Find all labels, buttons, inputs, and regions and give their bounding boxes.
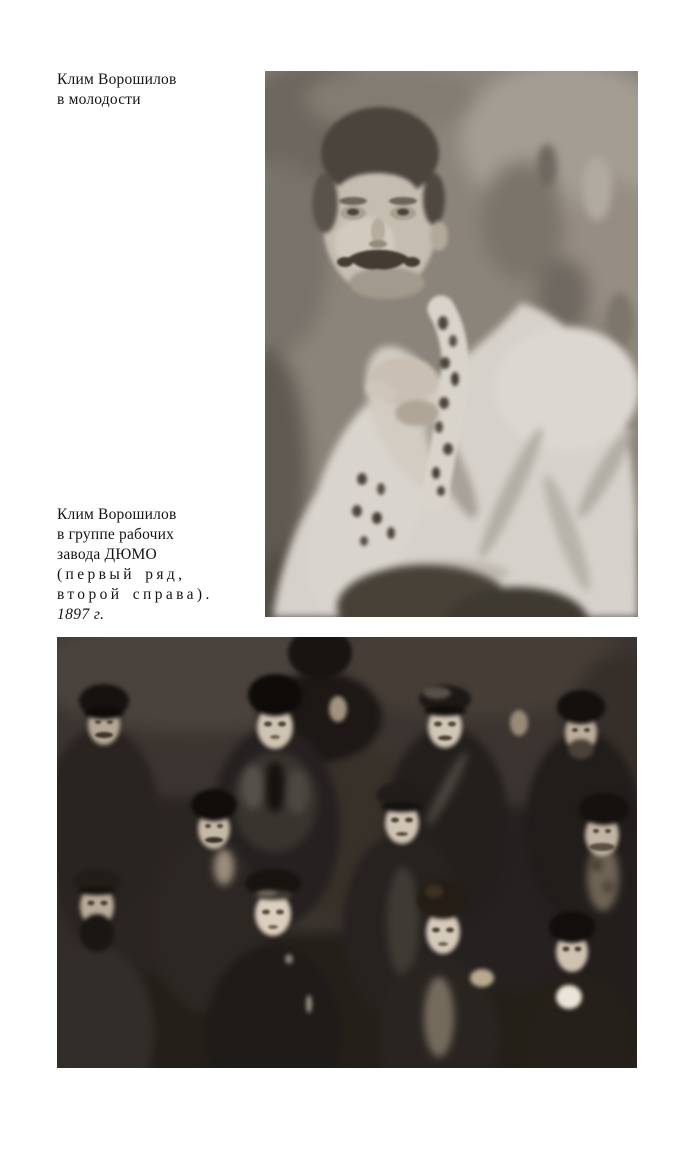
portrait-photo-illustration bbox=[265, 71, 638, 617]
caption-portrait bbox=[57, 70, 176, 110]
photo-portrait-young-voroshilov bbox=[265, 71, 638, 617]
caption-portrait-line-2: в молодости bbox=[57, 91, 141, 108]
caption-group-line-4: (первый ряд, bbox=[57, 566, 186, 583]
caption-group-line-1: Клим Ворошилов bbox=[57, 506, 177, 523]
caption-portrait-line-1: Клим Ворошилов bbox=[57, 71, 177, 88]
caption-group bbox=[57, 505, 213, 625]
group-photo-illustration bbox=[57, 637, 637, 1068]
caption-group-line-3: завода ДЮМО bbox=[57, 546, 157, 563]
caption-group-date: 1897 г. bbox=[57, 606, 105, 623]
caption-group-line-5: второй справа). bbox=[57, 586, 213, 603]
caption-group-line-2: в группе рабочих bbox=[57, 526, 175, 543]
photo-group-dyumo-workers bbox=[57, 637, 637, 1068]
